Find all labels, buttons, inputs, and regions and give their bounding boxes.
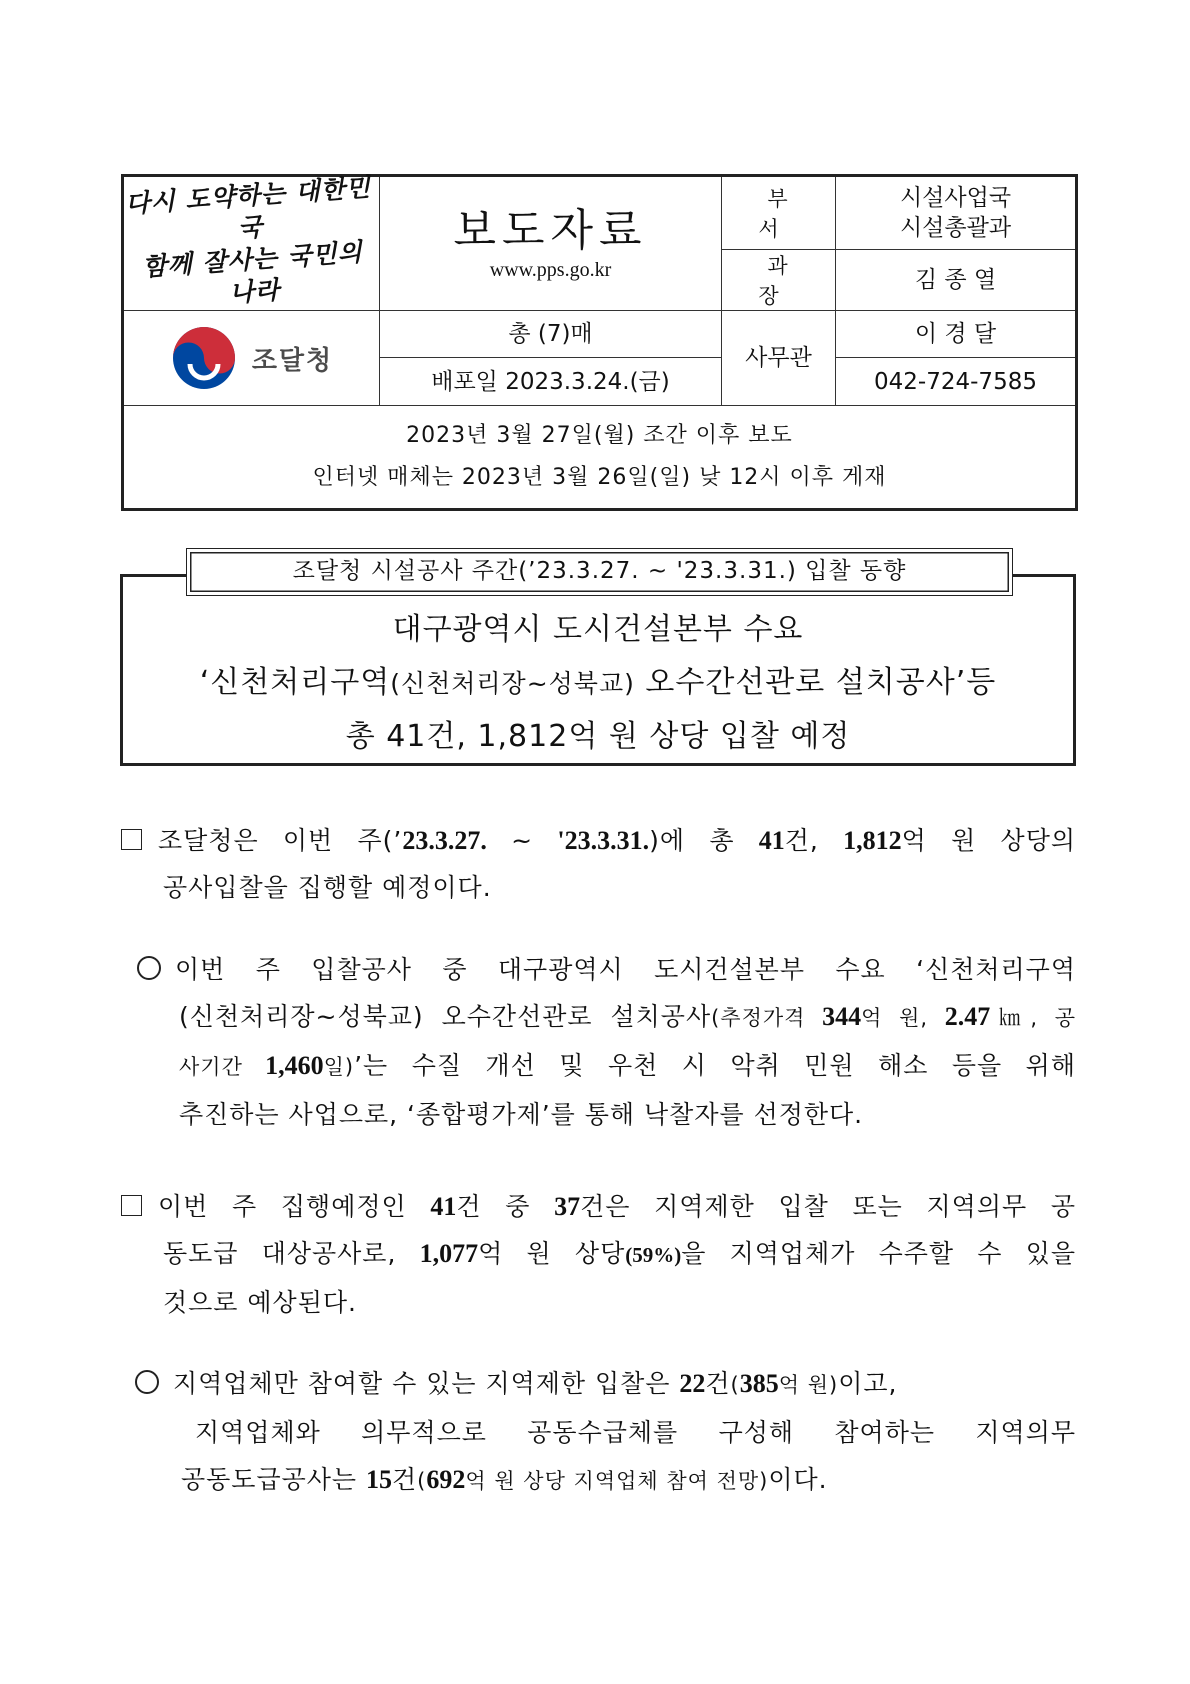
square-bullet-icon [121,1195,142,1216]
p1-text2: )에 총 [649,826,759,855]
contact-phone: 042-724-7585 [874,368,1037,395]
p3-line2-text: 동도급 대상공사로, [163,1239,420,1268]
p4-text2: 이고, [838,1369,898,1398]
paragraph-3 [121,1183,1076,1326]
taeguk-emblem-icon [170,324,238,392]
p4-line3-paren: ( [417,1469,427,1493]
department-value-line2: 시설총괄과 [899,215,1012,241]
p2-unit: 억 원, [861,1006,945,1030]
p2-length-unit: ㎞, 공 [990,1006,1076,1030]
pps-logo [124,324,379,392]
director-label: 과 장 [758,254,808,308]
doc-type-title: 보도자료 [453,205,648,256]
headline-line2-part1: ‘신천처리구역 [199,665,391,700]
p4-line3-end: 이다. [768,1465,828,1494]
p2-period-label: 사기간 [179,1055,266,1079]
director-name: 김 종 열 [914,267,997,293]
p3-amount: 1,077 [419,1239,479,1268]
p3-text3: 건은 지역제한 입찰 또는 지역의무 공 [580,1192,1076,1221]
p3-total: 41 [430,1192,457,1221]
officer-name: 이 경 달 [914,321,997,347]
p4-line3-text: 공동도급공사는 [181,1465,366,1494]
embargo-internet: 인터넷 매체는 2023년 3월 26일(일) 낮 12시 이후 게재 [312,465,887,490]
page-count: 총 (7)매 [508,321,593,347]
p4-joint-count: 15 [366,1465,392,1494]
p3-line2-text3: 을 지역업체가 수주할 수 있을 [681,1239,1077,1268]
doc-type-cell [380,176,722,311]
p2-project-name: (신천처리장~성북교) 오수간선관로 설치공사 [179,1002,712,1031]
p3-regional-count: 37 [554,1192,581,1221]
p4-line2: 지역업체와 의무적으로 공동수급체를 구성해 참여하는 지역의무 [195,1418,1076,1447]
p4-count: 22 [679,1369,706,1398]
p2-estimate-label: (추정가격 [711,1006,823,1030]
agency-name: 조달청 [251,345,334,376]
embargo-cell [123,406,1077,510]
p4-amount: 385 [739,1369,779,1398]
p4-paren: ( [730,1373,740,1397]
slogan-line2: 함께 잘사는 국민의 나라 [141,236,364,308]
paragraph-2 [137,946,1076,1138]
p2-period-unit: 일) [323,1055,355,1079]
logo-cell [123,311,380,406]
department-value-line1: 시설사업국 [899,185,1012,211]
p4-amount-unit: 억 원) [778,1373,839,1397]
circle-bullet-icon [135,1370,159,1394]
p1-text4: 억 원 상당의 [901,826,1076,855]
p1-text: 조달청은 이번 주(’ [158,826,403,855]
p3-percent: (59%) [625,1243,682,1267]
p3-text2: 건 중 [456,1192,555,1221]
embargo-print: 2023년 3월 27일(월) 조간 이후 보도 [406,423,793,448]
p1-date-start: 23.3.27. [402,826,487,855]
p2-line1: 이번 주 입찰공사 중 대구광역시 도시건설본부 수요 ‘신천처리구역 [175,955,1076,984]
p2-purpose: ’는 수질 개선 및 우천 시 악취 민원 해소 등을 위해 [354,1051,1076,1080]
p1-date-end: '23.3.31. [557,826,650,855]
p2-estimate-amount: 344 [822,1002,862,1031]
p1-line2: 공사입찰을 집행할 예정이다. [163,873,492,902]
p2-line4: 추진하는 사업으로, ‘종합평가제’를 통해 낙찰자를 선정한다. [179,1100,864,1129]
headline-line3: 총 41건, 1,812억 원 상당 입찰 예정 [345,719,851,754]
p4-text: 지역업체만 참여할 수 있는 지역제한 입찰은 [173,1369,680,1398]
government-slogan [120,171,383,316]
p3-line2-text2: 억 원 상당 [478,1239,626,1268]
headline-line2-part3: 오수간선관로 설치공사’등 [634,665,997,700]
p4-unit: 건 [705,1369,731,1398]
slogan-line1: 다시 도약하는 대한민국 [124,172,372,243]
headline-line2-part2: (신천처리장~성북교) [390,669,635,698]
p3-line3: 것으로 예상된다. [163,1288,357,1317]
circle-bullet-icon [137,956,161,980]
slogan-cell [123,172,380,311]
press-release-header-table [121,174,1078,511]
website-url: www.pps.go.kr [489,259,612,281]
officer-label: 사무관 [745,345,812,371]
distribution-date: 배포일 2023.3.24.(금) [431,368,670,395]
p3-text: 이번 주 집행예정인 [158,1192,431,1221]
paragraph-1 [121,817,1076,911]
p4-line3-unit: 건 [392,1465,418,1494]
headline-line2 [120,657,1076,701]
p1-text3: 건, [784,826,844,855]
headline-line1: 대구광역시 도시건설본부 수요 [392,612,804,647]
department-label: 부 서 [758,187,808,241]
p2-period-days: 1,460 [265,1051,324,1080]
paragraph-4 [135,1360,1076,1505]
p1-count: 41 [758,826,785,855]
p4-joint-amount: 692 [426,1465,466,1494]
p1-amount: 1,812 [843,826,902,855]
p1-tilde: ~ [486,826,558,855]
p2-length: 2.47 [944,1002,991,1031]
p4-line3-note: 억 원 상당 지역업체 참여 전망) [465,1469,769,1493]
square-bullet-icon [121,829,142,850]
headline-tag: 조달청 시설공사 주간(’23.3.27. ~ '23.3.31.) 입찰 동향 [186,548,1013,596]
